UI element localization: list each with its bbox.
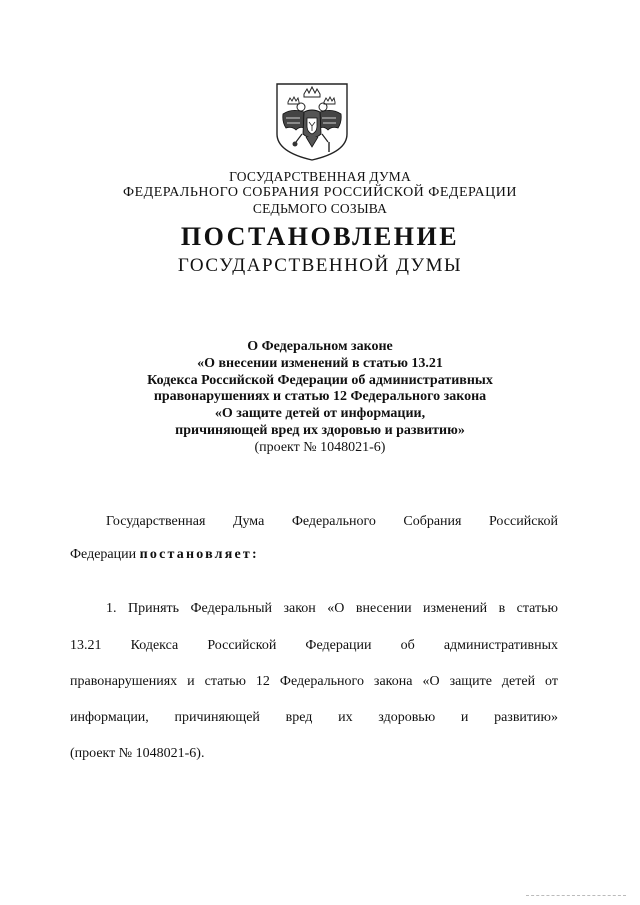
law-title-line-5: «О защите детей от информации,	[214, 406, 426, 422]
paragraph-1-start: Федерации	[70, 547, 137, 562]
document-subtitle: ГОСУДАРСТВЕННОЙ ДУМЫ	[177, 255, 463, 276]
header-line-1: ГОСУДАРСТВЕННАЯ ДУМА	[229, 169, 411, 184]
paragraph-2-line-3: правонарушениях и статью 12 Федерального закона «О защите детей от	[70, 674, 558, 689]
law-title-line-4: правонарушениях и статью 12 Федерального закона	[153, 389, 487, 405]
paragraph-2-line-4: информации, причиняющей вред их здоровью и развитию»	[70, 710, 558, 725]
paragraph-1-line-2	[70, 546, 558, 563]
footer-scan-marks	[526, 895, 626, 899]
law-title-line-2: «О внесении изменений в статью 13.21	[197, 355, 443, 371]
law-title-line-3: Кодекса Российской Федерации об административных	[147, 372, 493, 388]
paragraph-2-line-1: 1. Принять Федеральный закон «О внесении изменений в статью	[106, 601, 558, 616]
document-title: ПОСТАНОВЛЕНИЕ	[180, 222, 460, 251]
law-title-line-1: О Федеральном законе	[247, 339, 393, 354]
draft-number: (проект № 1048021-6)	[254, 439, 386, 455]
resolves-word: постановляет:	[139, 547, 259, 562]
paragraph-2-line-2: 13.21 Кодекса Российской Федерации об административных	[70, 638, 558, 653]
paragraph-1-line-1: Государственная Дума Федерального Собрания Российской	[106, 514, 558, 529]
header-line-2: ФЕДЕРАЛЬНОГО СОБРАНИЯ РОССИЙСКОЙ ФЕДЕРАЦИИ	[123, 185, 517, 200]
law-title-line-6: причиняющей вред их здоровью и развитию»	[175, 422, 465, 438]
coat-of-arms-emblem-icon	[274, 82, 350, 162]
law-title-block	[0, 339, 640, 457]
paragraph-2-line-5: (проект № 1048021-6).	[70, 746, 205, 761]
header-line-3: СЕДЬМОГО СОЗЫВА	[252, 201, 388, 216]
